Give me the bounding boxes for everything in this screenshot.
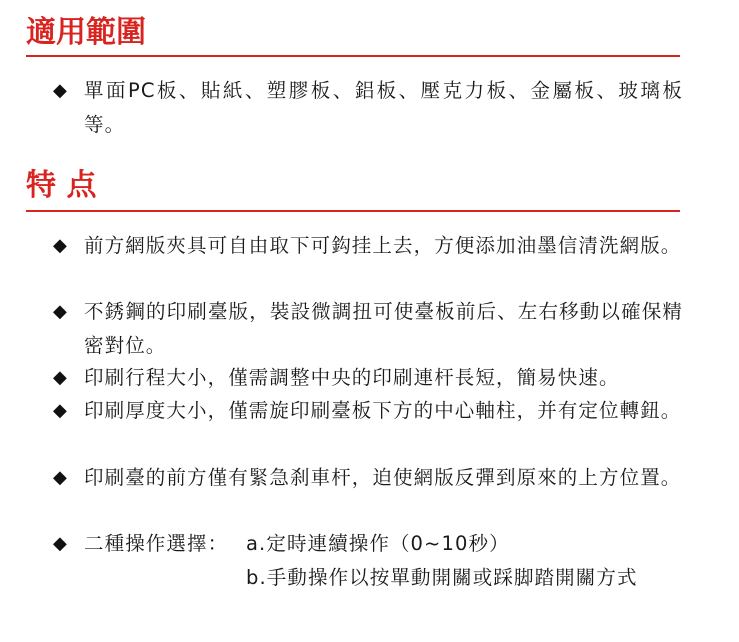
item-text: 單面PC板、貼紙、塑膠板、鋁板、壓克力板、金屬板、玻璃板等。 — [84, 79, 683, 136]
item-text: 前方網版夾具可自由取下可鈎挂上去，方便添加油墨信清洗網版。 — [84, 234, 682, 257]
item-text: 不銹鋼的印刷臺版，裝設微調扭可使臺板前后、左右移動以確保精密對位。 — [84, 300, 683, 357]
bullet-icon: ◆ — [53, 533, 68, 554]
operation-option-a: a.定時連續操作（0~10秒） — [246, 532, 510, 555]
bullet-icon: ◆ — [53, 400, 68, 421]
list-item — [53, 295, 683, 363]
section-rule-scope — [26, 55, 680, 57]
list-item — [53, 394, 683, 428]
bullet-icon: ◆ — [53, 467, 68, 488]
list-item-operation — [53, 527, 683, 595]
operation-option-b: b.手動操作以按單動開關或踩脚踏開關方式 — [246, 566, 638, 589]
item-text: 印刷臺的前方僅有緊急刹車杆，迫使網版反彈到原來的上方位置。 — [84, 466, 682, 489]
item-text: 印刷厚度大小，僅需旋印刷臺板下方的中心軸柱，并有定位轉鈕。 — [84, 399, 682, 422]
section-rule-features — [26, 210, 680, 212]
section-title-features: 特 点 — [26, 168, 97, 203]
bullet-icon: ◆ — [53, 301, 68, 322]
operation-label: 二種操作選擇： — [84, 532, 229, 555]
list-item — [53, 361, 683, 395]
bullet-icon: ◆ — [53, 367, 68, 388]
list-item — [53, 461, 683, 495]
bullet-icon: ◆ — [53, 235, 68, 256]
bullet-icon: ◆ — [53, 80, 68, 101]
list-item — [53, 74, 683, 142]
list-item — [53, 229, 683, 263]
item-text: 印刷行程大小，僅需調整中央的印刷連杆長短，簡易快速。 — [84, 366, 620, 389]
section-title-scope: 適用範圍 — [26, 15, 146, 50]
